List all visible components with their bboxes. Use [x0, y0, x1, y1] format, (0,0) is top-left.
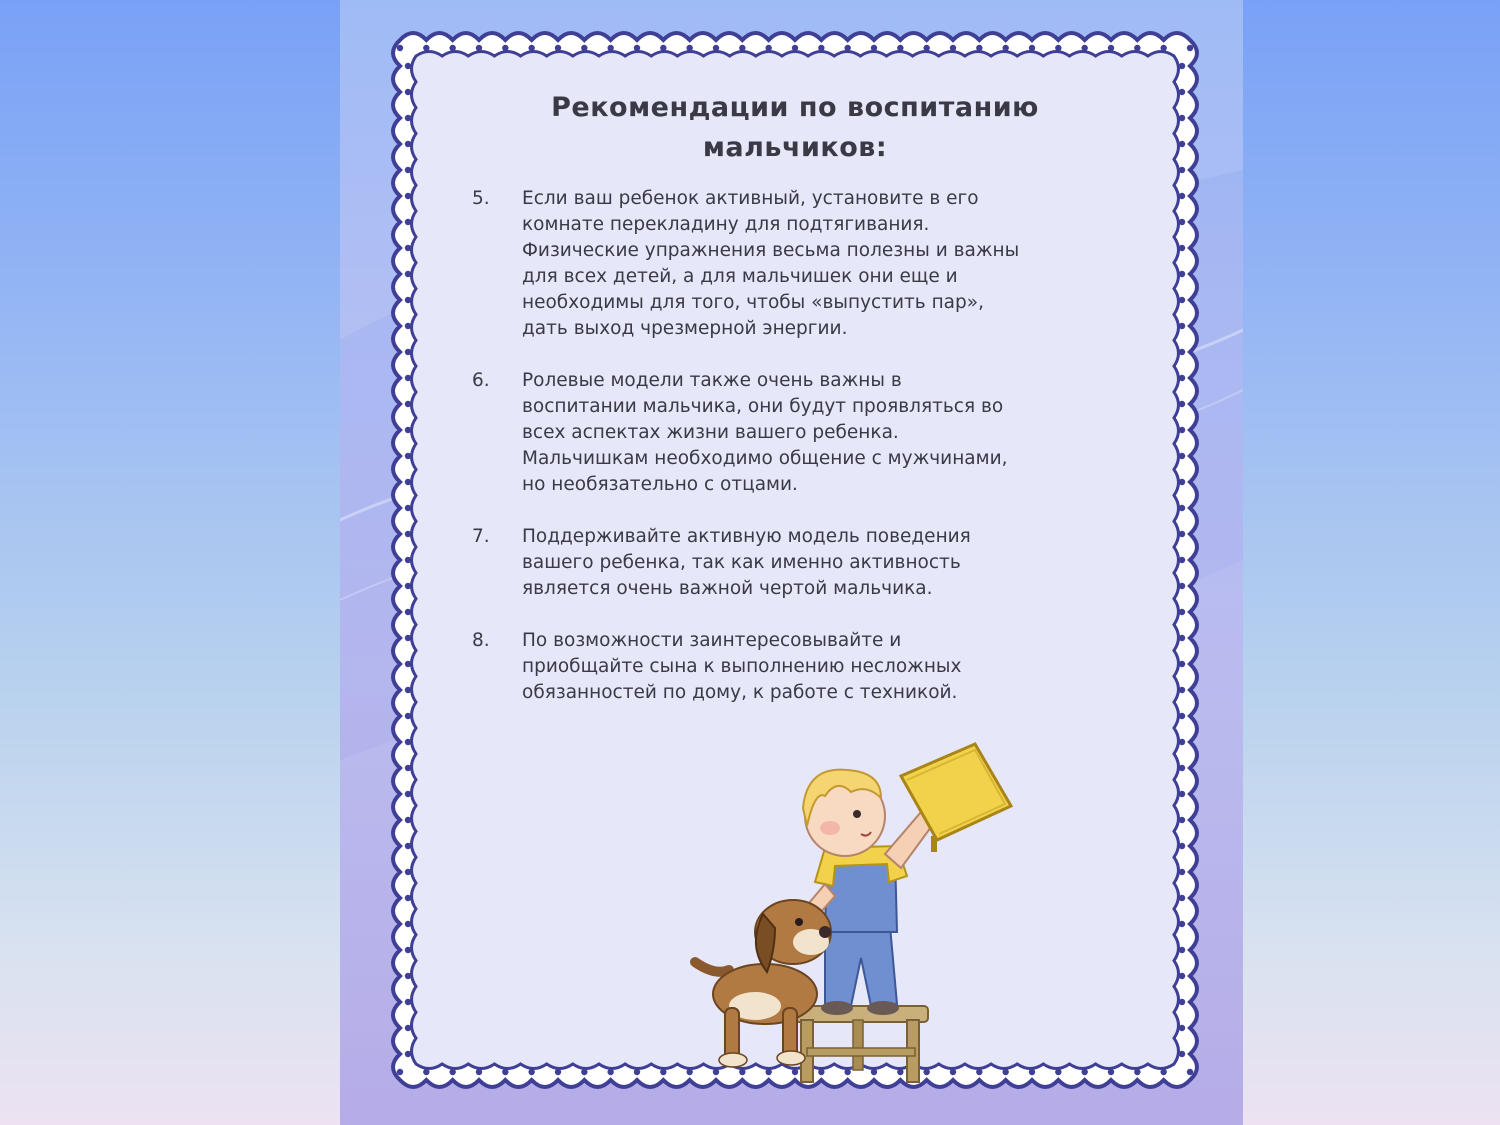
recommendation-item-8 — [400, 628, 1190, 706]
recommendation-item-5 — [400, 186, 1190, 342]
page-title — [400, 88, 1190, 168]
boy-with-book-illustration — [675, 736, 1025, 1091]
recommendation-item-7 — [400, 524, 1190, 602]
recommendations-panel — [400, 40, 1190, 1080]
stool-icon — [793, 1006, 928, 1082]
item-number: 5. — [472, 188, 490, 209]
item-text: Поддерживайте активную модель поведения вашего ребенка, так как именно активность является очень важной чертой мальчика. — [522, 526, 971, 599]
title-line-1: Рекомендации по воспитанию — [551, 92, 1039, 123]
item-number: 6. — [472, 370, 490, 391]
item-number: 7. — [472, 526, 490, 547]
title-line-2: мальчиков: — [702, 132, 888, 163]
item-number: 8. — [472, 630, 490, 651]
recommendation-list — [400, 186, 1190, 732]
poster-card — [340, 0, 1243, 1125]
item-text: Если ваш ребенок активный, установите в его комнате перекладину для подтягивания. Физические упражнения весьма полезны и важны для всех детей, а для мальчишек они еще и необходимы для того, чтобы «выпустить пар», дать выход чрезмерной энергии. — [522, 188, 1020, 339]
item-text: Ролевые модели также очень важны в воспитании мальчика, они будут проявляться во всех аспектах жизни вашего ребенка. Мальчишкам необходимо общение с мужчинами, но необязательно с отцами. — [522, 370, 1008, 495]
recommendation-item-6 — [400, 368, 1190, 498]
item-text: По возможности заинтересовывайте и приобщайте сына к выполнению несложных обязанностей по дому, к работе с техникой. — [522, 630, 962, 703]
